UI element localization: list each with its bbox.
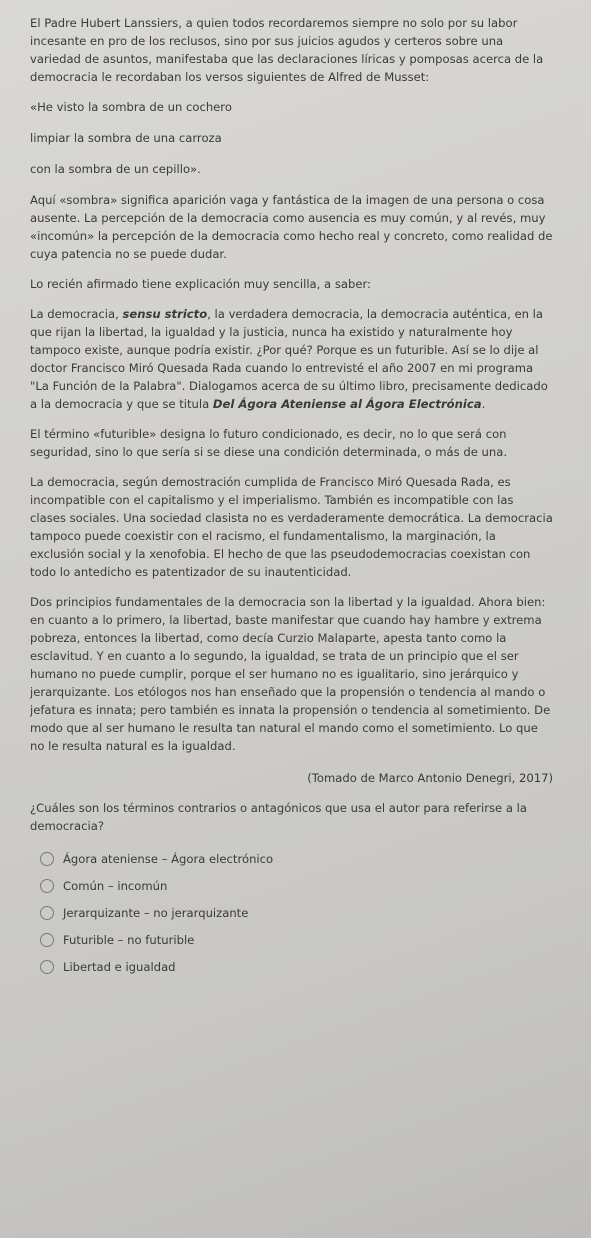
verse-line-2: limpiar la sombra de una carroza — [30, 131, 222, 145]
paragraph-principios: Dos principios fundamentales de la democracia son la libertad y la igualdad. Ahora bien: en cuanto a lo primero, la libertad, baste manifestar que cuando hay hambre y extrema pobreza, entonces la libertad, como decía Curzio Malaparte, apesta tanto como la esclavitud. Y en cuanto a lo segundo, la igualdad, se trata de un principio que el ser humano no puede cumplir, porque el ser humano no es igualitario, sino jerárquico y jerarquizante. Los etólogos nos han enseñado que la propensión o tendencia al mando o jefatura es innata; pero también es innata la propensión o tendencia al sometimiento. De modo que al ser humano le resulta tan natural el mando como el sometimiento. Lo que no le resulta natural es la igualdad. — [30, 595, 551, 753]
option-e[interactable] — [40, 953, 553, 980]
emphasis-sensu-stricto: sensu stricto — [122, 307, 208, 321]
text-run: . — [481, 397, 486, 411]
paragraph-incompatible: La democracia, según demostración cumplida de Francisco Miró Quesada Rada, es incompatible con el capitalismo y el imperialismo. También es incompatible con las clases sociales. Una sociedad clasista no es verdaderamente democrática. La democracia tampoco puede coexistir con el racismo, el fundamentalismo, la marginación, la exclusión social y la xenofobia. El hecho de que las pseudodemocracias coexistan con todo lo antedicho es patentizador de su inautenticidad. — [30, 475, 553, 579]
verse-line-1: «He visto la sombra de un cochero — [30, 100, 232, 114]
radio-button[interactable] — [40, 906, 54, 920]
paragraph-intro: El Padre Hubert Lanssiers, a quien todos recordaremos siempre no solo por su labor incesante en pro de los reclusos, sino por sus juicios agudos y certeros sobre una variedad de asuntos, manifestaba que las declaraciones líricas y pomposas acerca de la democracia le recordaban los versos siguientes de Alfred de Musset: — [30, 16, 544, 84]
option-a[interactable] — [40, 845, 553, 872]
radio-button[interactable] — [40, 852, 54, 866]
text-run: , la verdadera democracia, la democracia auténtica, en la que rijan la libertad, la igualdad y la justicia, nunca ha existido y naturalmente hoy tampoco existe, aunque podría existir. ¿Por qué? Porque es un futurible. Así se lo dije al doctor Francisco Miró Quesada Rada cuando lo entrevisté el año 2007 en mi programa "La Función de la Palabra". Dialogamos acerca de su último libro, precisamente dedicado a la democracia y que se titula — [30, 307, 548, 411]
answer-options — [40, 845, 553, 980]
option-b[interactable] — [40, 872, 553, 899]
option-label: Común – incomún — [63, 878, 168, 893]
option-label: Jerarquizante – no jerarquizante — [63, 905, 249, 920]
option-d[interactable] — [40, 926, 553, 953]
source-citation: (Tomado de Marco Antonio Denegri, 2017) — [307, 771, 553, 785]
radio-button[interactable] — [40, 960, 54, 974]
verse-line-3: con la sombra de un cepillo». — [30, 162, 201, 176]
option-label: Futurible – no futurible — [63, 932, 195, 947]
text-run: La democracia, — [30, 307, 123, 321]
option-label: Ágora ateniense – Ágora electrónico — [63, 851, 274, 866]
radio-button[interactable] — [40, 879, 54, 893]
option-label: Libertad e igualdad — [63, 959, 176, 974]
paragraph-democracia — [30, 305, 553, 413]
paragraph-explicacion: Lo recién afirmado tiene explicación muy sencilla, a saber: — [30, 277, 371, 291]
question-text: ¿Cuáles son los términos contrarios o antagónicos que usa el autor para referirse a la democracia? — [30, 801, 527, 833]
radio-button[interactable] — [40, 933, 54, 947]
paragraph-futurible: El término «futurible» designa lo futuro condicionado, es decir, no lo que será con seguridad, sino lo que sería si se diese una condición determinada, o más de una. — [30, 427, 508, 459]
book-title: Del Ágora Ateniense al Ágora Electrónica — [212, 397, 482, 411]
paragraph-sombra: Aquí «sombra» significa aparición vaga y fantástica de la imagen de una persona o cosa ausente. La percepción de la democracia como ausencia es muy común, y al revés, muy «incomún» la percepción de la democracia como hecho real y concreto, como realidad de cuya patencia no se puede dudar. — [30, 193, 553, 261]
option-c[interactable] — [40, 899, 553, 926]
